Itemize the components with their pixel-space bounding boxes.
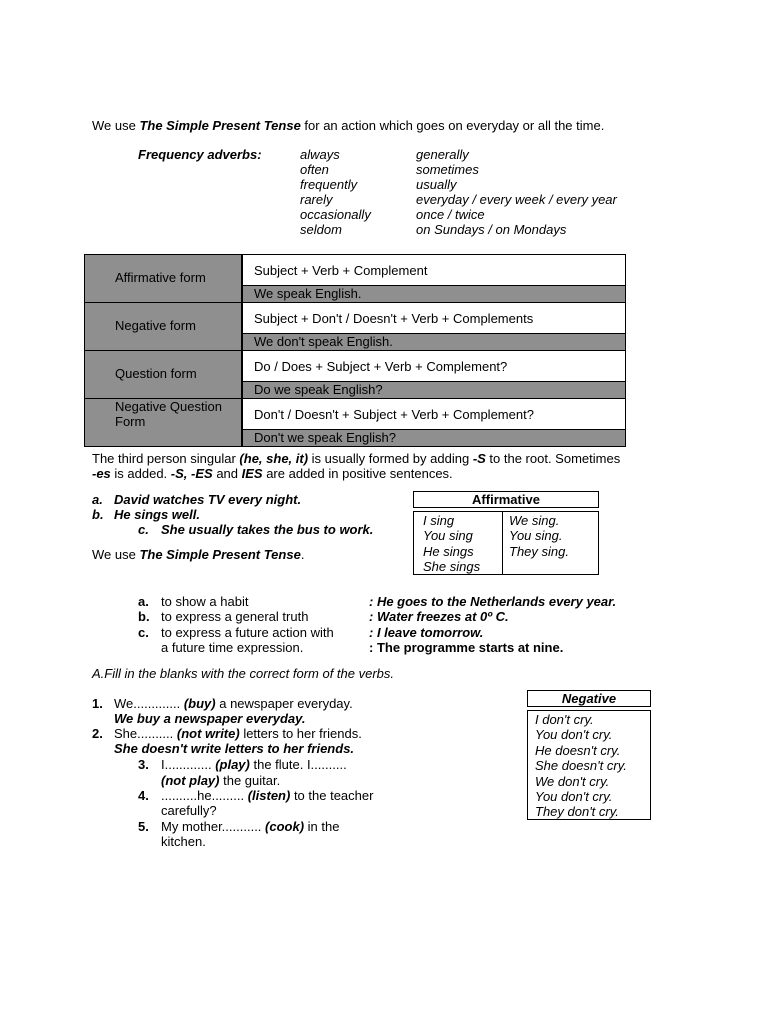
form-example: We don't speak English. (243, 334, 625, 350)
exercise-4-continued: carefully? (161, 803, 217, 818)
exercise-3: I............. (play) the flute. I.......... (161, 757, 347, 772)
use-b: to express a general truth (161, 609, 309, 624)
form-example: Don't we speak English? (243, 430, 625, 446)
forms-row-negative-question (85, 398, 625, 446)
adverb: sometimes (416, 162, 479, 177)
adverb: occasionally (300, 207, 371, 222)
use-c-continued: a future time expression. (161, 640, 304, 655)
use-b-marker: b. (138, 609, 150, 624)
exercise-5-marker: 5. (138, 819, 149, 834)
example-a-marker: a. (92, 492, 103, 507)
form-pattern: Subject + Don't / Doesn't + Verb + Complements (243, 303, 625, 334)
example-b: He sings well. (114, 507, 200, 522)
exercise-3-continued: (not play) the guitar. (161, 773, 281, 788)
example-c-marker: c. (138, 522, 149, 537)
exercise-5: My mother........... (cook) in the (161, 819, 340, 834)
adverb: often (300, 162, 329, 177)
conjugation: We don't cry. (535, 773, 610, 789)
form-pattern: Do / Does + Subject + Verb + Complement? (243, 351, 625, 382)
conjugation: You don't cry. (535, 727, 613, 743)
form-label: Question form (115, 366, 197, 381)
use-c-marker: c. (138, 625, 149, 640)
adverbs-column-1 (300, 147, 371, 237)
exercise-4: ..........he......... (listen) to the teacher (161, 788, 374, 803)
use-c-example-2: : The programme starts at nine. (369, 640, 564, 655)
intro-sentence (92, 118, 604, 133)
exercise-5-continued: kitchen. (161, 834, 206, 849)
conjugation: They sing. (509, 543, 569, 559)
conjugation: He sings (423, 543, 474, 559)
forms-table (84, 254, 626, 447)
example-b-marker: b. (92, 507, 104, 522)
adverb: seldom (300, 222, 342, 237)
exercise-1-marker: 1. (92, 696, 103, 711)
exercise-2: She.......... (not write) letters to her friends. (114, 726, 362, 741)
conjugation: I sing (423, 513, 455, 528)
conjugation: I don't cry. (535, 712, 594, 727)
exercise-2-answer: She doesn't write letters to her friends. (114, 741, 355, 756)
divider (502, 512, 503, 574)
example-a: David watches TV every night. (114, 492, 302, 507)
exercise-3-marker: 3. (138, 757, 149, 772)
exercise-title: A.Fill in the blanks with the correct form of the verbs. (92, 666, 395, 681)
negative-box-title: Negative (527, 690, 651, 707)
adverb: usually (416, 177, 457, 192)
conjugation: You sing. (509, 528, 563, 544)
tense-name: The Simple Present Tense (139, 118, 301, 133)
adverb: everyday / every week / every year (416, 192, 617, 207)
conjugation: We sing. (509, 513, 560, 528)
exercise-1: We............. (buy) a newspaper everyday. (114, 696, 353, 711)
affirmative-plural (509, 513, 569, 559)
adverb: rarely (300, 192, 333, 207)
conjugation: She doesn't cry. (535, 758, 627, 774)
adverb: on Sundays / on Mondays (416, 222, 567, 237)
intro-text-end: for an action which goes on everyday or all the time. (300, 118, 605, 133)
affirmative-conjugation-box (413, 511, 599, 575)
form-pattern: Subject + Verb + Complement (243, 255, 625, 286)
form-example: We speak English. (243, 286, 625, 302)
form-pattern: Don't / Doesn't + Subject + Verb + Complement? (243, 399, 625, 430)
use-a: to show a habit (161, 594, 249, 609)
conjugation: He doesn't cry. (535, 742, 621, 758)
forms-row-question (85, 350, 625, 398)
use-c: to express a future action with (161, 625, 334, 640)
forms-row-negative (85, 302, 625, 350)
use-b-example: : Water freezes at 0º C. (369, 609, 509, 624)
form-label: Affirmative form (115, 270, 206, 285)
use-sentence: We use The Simple Present Tense. (92, 547, 305, 562)
adverbs-column-2 (416, 147, 617, 237)
conjugation: You don't cry. (535, 789, 613, 805)
frequency-adverbs-label: Frequency adverbs: (138, 147, 262, 162)
conjugation: You sing (423, 528, 473, 544)
adverb: always (300, 147, 340, 162)
example-c: She usually takes the bus to work. (161, 522, 374, 537)
affirmative-singular (423, 513, 480, 575)
form-label: Negative form (115, 318, 196, 333)
form-example: Do we speak English? (243, 382, 625, 398)
exercise-1-answer: We buy a newspaper everyday. (114, 711, 306, 726)
conjugation: She sings (423, 559, 481, 575)
adverb: once / twice (416, 207, 485, 222)
forms-row-affirmative (85, 255, 625, 302)
use-a-marker: a. (138, 594, 149, 609)
exercise-4-marker: 4. (138, 788, 149, 803)
form-label: Negative Question Form (115, 399, 222, 429)
negative-conjugation-box (527, 710, 651, 820)
third-person-line-1: The third person singular (he, she, it) is usually formed by adding -S to the root. Sometimes (92, 451, 621, 466)
adverb: generally (416, 147, 469, 162)
negative-list (535, 712, 627, 820)
affirmative-box-title: Affirmative (413, 491, 599, 508)
use-a-example: : He goes to the Netherlands every year. (369, 594, 617, 609)
intro-text: We use (92, 118, 140, 133)
adverb: frequently (300, 177, 358, 192)
use-c-example: : I leave tomorrow. (369, 625, 484, 640)
conjugation: They don't cry. (535, 804, 619, 820)
third-person-line-2: -es is added. -S, -ES and IES are added in positive sentences. (92, 466, 453, 481)
exercise-2-marker: 2. (92, 726, 103, 741)
